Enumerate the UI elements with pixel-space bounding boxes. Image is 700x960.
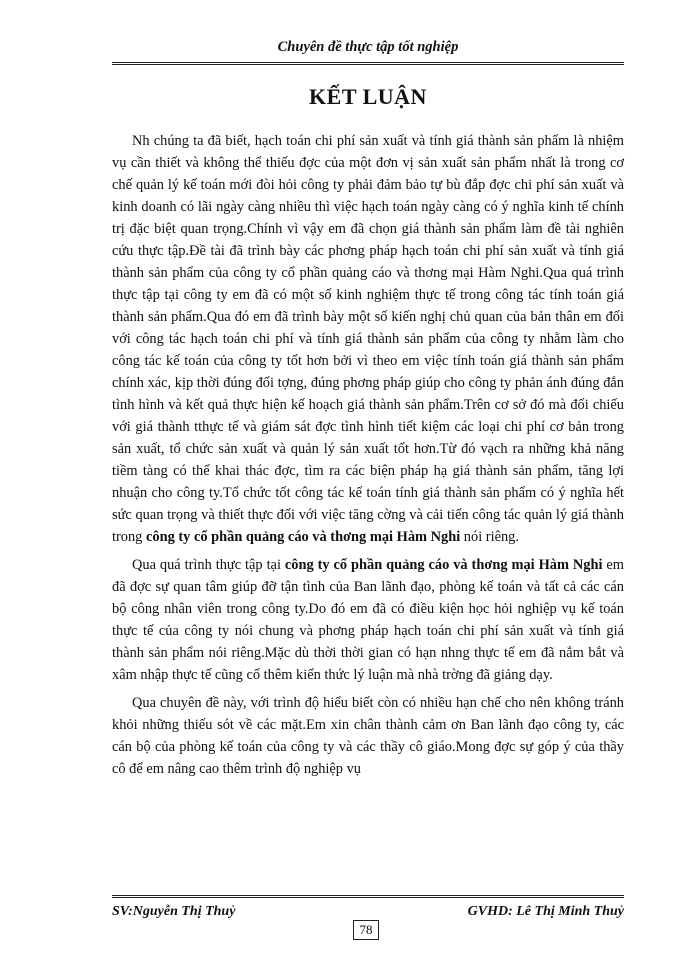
advisor-name: GVHD: Lê Thị Minh Thuỷ <box>467 904 624 919</box>
company-name-bold: công ty cổ phần quảng cáo và thơng mại Hàm Nghi <box>284 557 603 573</box>
page-title: KẾT LUẬN <box>309 84 427 109</box>
student-name: SV:Nguyễn Thị Thuỷ <box>112 904 236 919</box>
paragraph-1-tail: nói riêng. <box>460 529 519 545</box>
paragraph-3: Qua chuyên đề này, với trình độ hiểu biết còn có nhiều hạn chế cho nên không tránh khỏi những thiếu sót về các mặt.Em xin chân thành cảm ơn Ban lãnh đạo công ty, các cán bộ của phòng kế toán của công ty và các thầy cô giáo.Mong đợc sự góp ý của thầy cô để em nâng cao thêm trình độ nghiệp vụ <box>112 695 624 777</box>
header-title: Chuyên đề thực tập tốt nghiệp <box>277 39 459 55</box>
paragraph-1 <box>112 130 624 548</box>
page-number: 78 <box>353 920 379 940</box>
paragraph-2-lead: Qua quá trình thực tập tại <box>132 557 285 573</box>
paragraph-1-text: Nh chúng ta đã biết, hạch toán chi phí sản xuất và tính giá thành sản phẩm là nhiệm vụ cần thiết và không thể thiếu đợc của một đơn vị sản xuất sản phẩm nhất là trong cơ chế quản lý kế toán mới đòi hỏi công ty phải đảm bảo tự bù đắp đợc chi phí sản xuất và kinh doanh có lãi ngày càng nhiều thì việc hạch toán ngày càng có ý nghĩa kinh tế chính trị đặc biệt quan trọng.Chính vì vậy em đã chọn giá thành sản phẩm làm đề tài nghiên cứu thực tập.Đề tài đã trình bày các phơng pháp hạch toán chi phí sản xuất và tính giá thành sản phẩm của công ty cổ phần quảng cáo và thơng mại Hàm Nghi.Qua quá trình thực tập tại công ty em đã có một số kinh nghiệm thực tế trong công tác tính toán giá thành sản phẩm.Qua đó em đã trình bày một số kiến nghị chủ quan của bản thân em đối với công tác hạch toán chi phí và tính giá thành sản phẩm của công ty nhằm làm cho công tác kế toán của công ty tốt hơn bởi vì theo em việc tính toán giá thành sản phẩm chính xác, kịp thời đúng đối tợng, đúng phơng pháp giúp cho công ty phản ánh đúng đắn tình hình và kết quả thực hiện kế hoạch giá thành sản phẩm.Trên cơ sở đó mà đối chiếu với giá thành tthực tế và giám sát đợc tình hình tiết kiệm các loại chi phí cơ bản trong sản xuất, tổ chức sản xuất và quản lý sản xuất tốt hơn.Từ đó vạch ra những khả năng tiềm tàng có thể khai thác đợc, tìm ra các biện pháp hạ giá thành sản phẩm, tăng lợi nhuận cho công ty.Tổ chức tốt công tác kế toán tính giá thành sản phẩm có ý nghĩa hết sức quan trọng và thiết thực đối với việc tăng cờng và cải tiến công tác quản lý giá thành trong <box>112 133 624 545</box>
company-name-bold: công ty cổ phần quảng cáo và thơng mại Hàm Nghi <box>145 529 461 545</box>
document-body <box>112 130 624 780</box>
paragraph-2-text: em đã đợc sự quan tâm giúp đỡ tận tình của Ban lãnh đạo, phòng kế toán và tất cả các cán bộ công nhân viên trong công ty.Do đó em đã có điều kiện học hỏi nghiệp vụ kế toán thực tế của công ty nói chung và phơng pháp hạch toán chi phí sản xuất và tính giá thành sản phẩm nói riêng.Mặc dù thời thời gian có hạn nhng thực tế em đã nắm bắt và xâm nhập thực tế cũng cố thêm kiến thức lý luận mà nhà trờng đã giảng dạy. <box>112 557 624 683</box>
paragraph-2 <box>112 554 624 686</box>
page-footer <box>112 895 624 920</box>
page-header <box>112 32 624 65</box>
